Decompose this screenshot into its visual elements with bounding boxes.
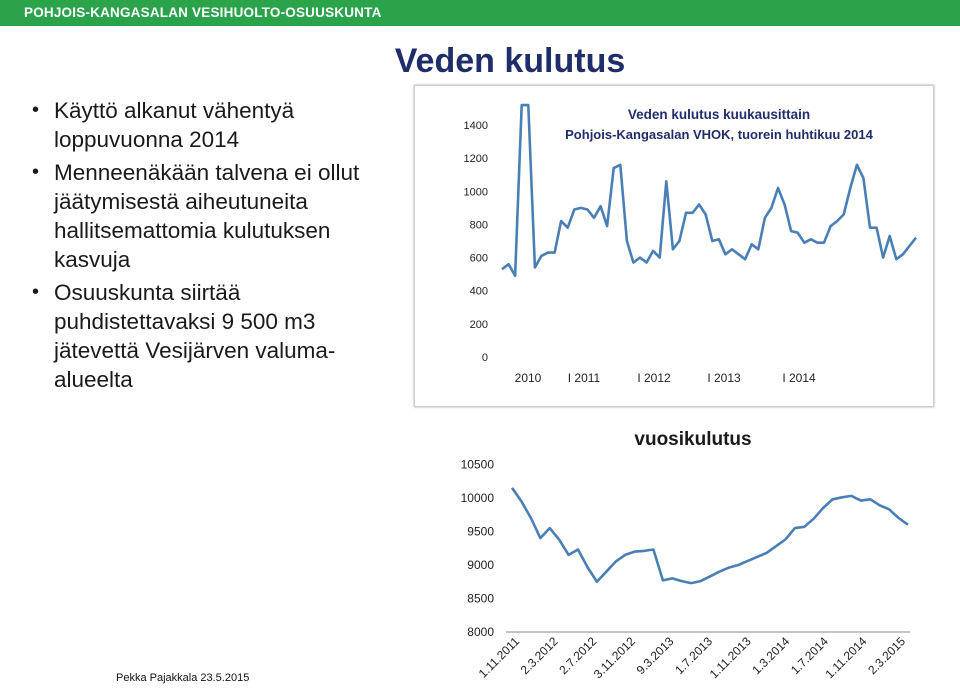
monthly-y-tick-label: 1000 — [463, 186, 488, 199]
monthly-x-tick-label: 2010 — [514, 371, 542, 385]
annual-x-tick-label: 2.7.2012 — [556, 634, 600, 678]
monthly-y-tick-label: 200 — [469, 318, 488, 331]
monthly-y-tick-label: 1200 — [463, 153, 488, 166]
slide-title: Veden kulutus — [394, 42, 626, 80]
bullet-item — [30, 278, 402, 394]
annual-x-tick-label: 1.7.2014 — [787, 634, 831, 678]
annual-y-tick-label: 8500 — [467, 591, 494, 606]
monthly-x-tick-label: I 2012 — [637, 371, 671, 385]
monthly-x-tick-label: I 2014 — [782, 371, 816, 385]
bullet-dot: • — [32, 99, 40, 121]
bullet-item — [30, 96, 402, 154]
annual-x-tick-label: 2.3.2015 — [865, 634, 909, 678]
annual-y-tick-label: 10500 — [460, 457, 494, 472]
org-header-bar — [0, 0, 960, 26]
annual-y-tick-label: 10000 — [460, 490, 494, 505]
org-name: POHJOIS-KANGASALAN VESIHUOLTO-OSUUSKUNTA — [24, 5, 382, 20]
monthly-x-tick-label: I 2011 — [567, 371, 601, 385]
annual-x-tick-label: 9.3.2013 — [633, 634, 677, 678]
monthly-y-tick-label: 800 — [469, 219, 488, 232]
bullet-text: Osuuskunta siirtää puhdistettavaksi 9 500 m3 jätevettä Vesijärven valuma-alueelta — [54, 280, 336, 392]
annual-y-tick-label: 8000 — [467, 625, 494, 639]
annual-y-tick-label: 9000 — [467, 557, 494, 572]
bullet-list — [30, 96, 402, 398]
annual-x-tick-label: 1.11.2014 — [822, 634, 870, 682]
annual-y-tick-label: 9500 — [467, 524, 494, 539]
annual-x-tick-label: 1.7.2013 — [672, 634, 716, 678]
monthly-y-tick-label: 0 — [481, 352, 488, 364]
bullet-text: Menneenäkään talvena ei ollut jäätymisestä aiheutuneita hallitsemattomia kulutuksen kasvuja — [54, 160, 360, 272]
annual-series-line — [512, 488, 908, 583]
bullet-dot: • — [32, 281, 40, 303]
annual-chart-title: vuosikulutus — [634, 429, 752, 450]
monthly-chart-title: Veden kulutus kuukausittain — [627, 107, 811, 122]
monthly-x-tick-label: I 2013 — [707, 371, 741, 385]
annual-consumption-chart — [440, 418, 940, 700]
annual-x-tick-label: 1.3.2014 — [749, 634, 793, 678]
annual-x-tick-label: 2.3.2012 — [517, 634, 561, 678]
bullet-item — [30, 158, 402, 274]
bullet-dot: • — [32, 161, 40, 183]
annual-x-tick-label: 3.11.2012 — [590, 634, 638, 682]
annual-x-tick-label: 1.11.2013 — [706, 634, 754, 682]
monthly-y-tick-label: 600 — [469, 252, 488, 265]
monthly-chart-subtitle: Pohjois-Kangasalan VHOK, tuorein huhtikuu 2014 — [565, 127, 873, 142]
monthly-y-tick-label: 400 — [469, 285, 488, 298]
footer-credit: Pekka Pajakkala 23.5.2015 — [116, 672, 250, 684]
monthly-y-tick-label: 1400 — [463, 120, 488, 132]
annual-x-tick-label: 1.11.2011 — [475, 634, 523, 681]
bullet-text: Käyttö alkanut vähentyä loppuvuonna 2014 — [54, 98, 295, 152]
monthly-consumption-chart — [414, 85, 934, 407]
